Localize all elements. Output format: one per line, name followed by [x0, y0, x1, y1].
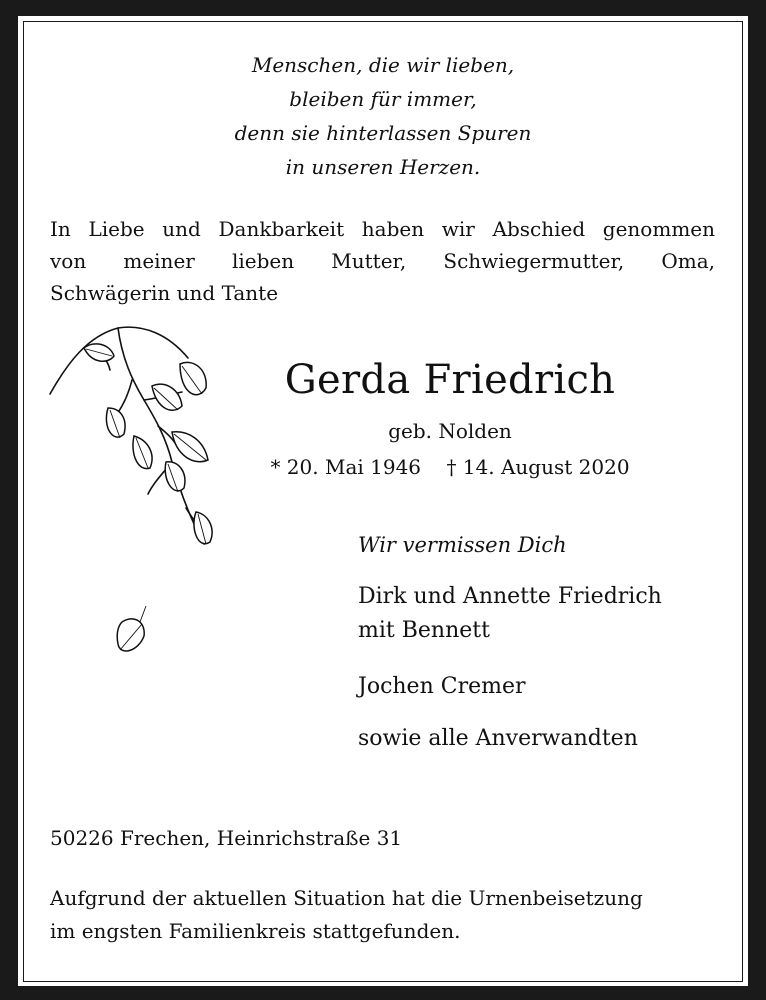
birth-date: * 20. Mai 1946: [270, 455, 422, 479]
leaf: [106, 408, 125, 437]
leaf-stem: [140, 606, 146, 622]
leaf: [194, 512, 212, 544]
verse-line: in unseren Herzen.: [285, 155, 481, 179]
leaf: [117, 619, 144, 651]
verse-line: bleiben für immer,: [289, 87, 477, 111]
note-line: im engsten Familienkreis stattgefunden.: [50, 919, 461, 943]
death-date: † 14. August 2020: [446, 455, 630, 479]
intro-line: Schwägerin und Tante: [50, 281, 279, 305]
intro-paragraph: [50, 213, 715, 309]
mourner-line: Jochen Cremer: [358, 674, 526, 699]
memorial-verse: [0, 48, 766, 184]
mourner-line: mit Bennett: [358, 618, 490, 643]
mourner-line: Dirk und Annette Friedrich: [358, 584, 662, 609]
mourner-group: [358, 722, 638, 756]
miss-line: Wir vermissen Dich: [358, 533, 567, 557]
mourner-group: [358, 670, 526, 704]
verse-line: Menschen, die wir lieben,: [251, 53, 515, 77]
note-line: Aufgrund der aktuellen Situation hat die Urnenbeisetzung: [50, 886, 643, 910]
leaf: [152, 384, 182, 410]
mourner-line: sowie alle Anverwandten: [358, 726, 638, 751]
burial-note: [50, 882, 715, 948]
intro-line: von meiner lieben Mutter, Schwiegermutter, Oma,: [50, 249, 715, 273]
mourner-group: [358, 580, 662, 648]
leaf: [133, 436, 152, 469]
verse-line: denn sie hinterlassen Spuren: [234, 121, 532, 145]
leaf: [165, 462, 185, 491]
deceased-name: Gerda Friedrich: [284, 357, 616, 403]
leaf: [180, 362, 206, 394]
intro-line: In Liebe und Dankbarkeit haben wir Abschied genommen: [50, 217, 715, 241]
birch-branch-illustration: [48, 322, 228, 672]
address: 50226 Frechen, Heinrichstraße 31: [50, 826, 403, 850]
life-dates: [230, 452, 670, 482]
birth-name: geb. Nolden: [388, 419, 512, 443]
